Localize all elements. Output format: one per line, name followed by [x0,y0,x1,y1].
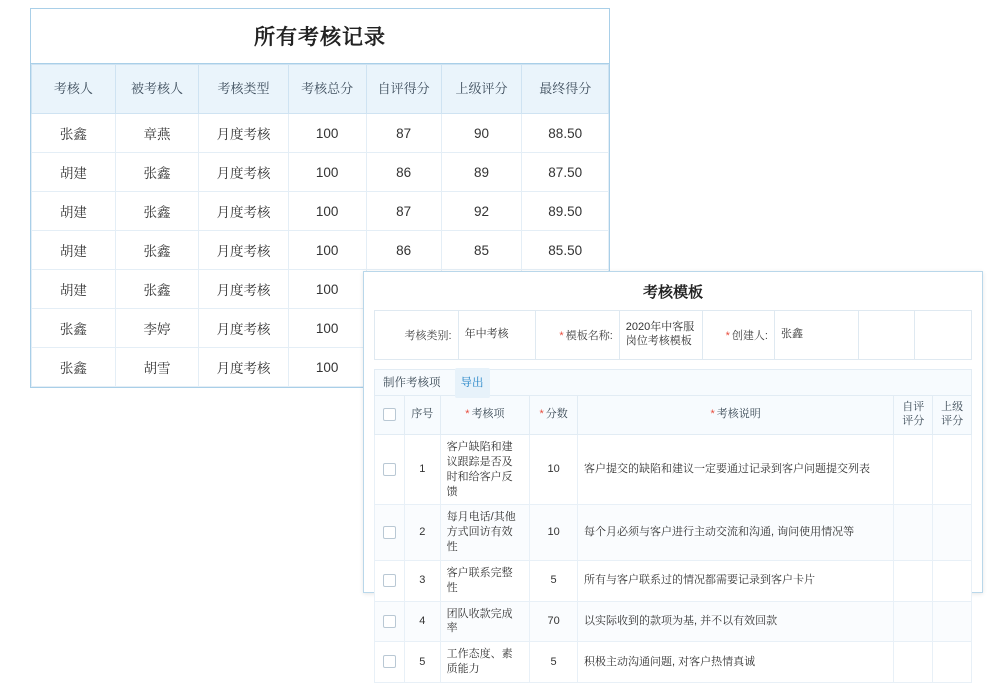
records-col-self: 自评得分 [366,65,441,114]
records-col-final: 最终得分 [522,65,609,114]
cell-appraiser: 张鑫 [32,309,116,348]
creator-label: * 创建人: [703,311,775,360]
records-col-leader: 上级评分 [441,65,522,114]
cell-total: 100 [288,114,366,153]
required-mark: * [710,408,715,421]
items-col-self-score: 自评评分 [894,396,933,435]
cell-self-score[interactable] [894,642,933,683]
template-name-value[interactable]: 2020年中客服岗位考核模板 [619,311,703,360]
template-meta-table [374,310,972,360]
cell-leader-score[interactable] [933,642,972,683]
items-col-item: * 考核项 [440,396,530,435]
required-mark: * [559,330,564,342]
cell-score: 70 [530,601,578,642]
cell-item-name: 客户缺陷和建议跟踪是否及时和给客户反馈 [440,435,530,505]
cell-no: 5 [404,642,440,683]
cell-type: 月度考核 [199,192,288,231]
items-header-row [375,396,972,435]
cell-no: 4 [404,601,440,642]
cell-final: 88.50 [522,114,609,153]
cell-appraisee: 张鑫 [115,192,199,231]
cell-total: 100 [288,348,366,387]
table-row[interactable] [375,435,972,505]
template-panel-title: 考核模板 [642,284,703,301]
cell-self-score[interactable] [894,505,933,561]
cell-leader-score[interactable] [933,505,972,561]
cell-type: 月度考核 [199,348,288,387]
cell-appraiser: 张鑫 [32,114,116,153]
cell-desc: 客户提交的缺陷和建议一定要通过记录到客户问题提交列表 [577,435,893,505]
table-row[interactable] [375,601,972,642]
cell-type: 月度考核 [199,231,288,270]
cell-leader: 89 [441,153,522,192]
cell-final: 89.50 [522,192,609,231]
cell-self-score[interactable] [894,435,933,505]
cell-self-score[interactable] [894,601,933,642]
cell-desc: 以实际收到的款项为基, 并不以有效回款 [577,601,893,642]
table-row[interactable] [32,153,609,192]
row-checkbox[interactable] [383,655,396,668]
cell-score: 5 [530,642,578,683]
table-row[interactable] [32,231,609,270]
cell-total: 100 [288,309,366,348]
meta-empty-cell-2 [915,311,972,360]
row-checkbox-cell [375,601,405,642]
template-items [374,395,972,683]
cell-appraisee: 章燕 [115,114,199,153]
cell-type: 月度考核 [199,114,288,153]
make-item-button[interactable]: 制作考核项 [383,376,441,389]
records-col-appraiser: 考核人 [32,65,116,114]
cell-no: 1 [404,435,440,505]
table-row[interactable] [375,560,972,601]
cell-type: 月度考核 [199,270,288,309]
required-mark: * [465,408,470,421]
row-checkbox[interactable] [383,526,396,539]
items-table [374,395,972,683]
cell-appraisee: 李婷 [115,309,199,348]
cell-desc: 积极主动沟通问题, 对客户热情真诚 [577,642,893,683]
select-all-checkbox[interactable] [383,408,396,421]
table-row[interactable] [375,642,972,683]
cell-leader: 85 [441,231,522,270]
cell-score: 5 [530,560,578,601]
cell-leader-score[interactable] [933,560,972,601]
row-checkbox-cell [375,435,405,505]
cell-type: 月度考核 [199,153,288,192]
row-checkbox-cell [375,642,405,683]
row-checkbox[interactable] [383,615,396,628]
cell-desc: 每个月必须与客户进行主动交流和沟通, 询问使用情况等 [577,505,893,561]
cell-appraisee: 张鑫 [115,270,199,309]
row-checkbox-cell [375,560,405,601]
items-col-score: * 分数 [530,396,578,435]
cell-leader-score[interactable] [933,435,972,505]
items-col-leader-score: 上级评分 [933,396,972,435]
cell-total: 100 [288,231,366,270]
row-checkbox[interactable] [383,463,396,476]
cell-no: 2 [404,505,440,561]
cell-final: 87.50 [522,153,609,192]
cell-self: 87 [366,192,441,231]
cell-total: 100 [288,153,366,192]
cell-item-name: 团队收款完成率 [440,601,530,642]
template-panel [363,271,983,676]
table-row[interactable] [32,192,609,231]
cell-desc: 所有与客户联系过的情况都需要记录到客户卡片 [577,560,893,601]
required-mark: * [539,408,544,421]
export-button[interactable]: 导出 [455,368,490,398]
category-value[interactable]: 年中考核 [458,311,536,360]
meta-empty-cell-1 [858,311,915,360]
items-col-select [375,396,405,435]
cell-appraiser: 胡建 [32,153,116,192]
cell-item-name: 工作态度、素质能力 [440,642,530,683]
cell-item-name: 每月电话/其他方式回访有效性 [440,505,530,561]
category-label: 考核类别: [375,311,459,360]
row-checkbox-cell [375,505,405,561]
cell-appraiser: 张鑫 [32,348,116,387]
cell-appraisee: 张鑫 [115,231,199,270]
cell-appraisee: 张鑫 [115,153,199,192]
required-mark: * [725,330,730,342]
template-toolbar [374,369,972,395]
items-col-desc: * 考核说明 [577,396,893,435]
cell-leader: 92 [441,192,522,231]
cell-score: 10 [530,435,578,505]
cell-total: 100 [288,192,366,231]
cell-item-name: 客户联系完整性 [440,560,530,601]
cell-self-score[interactable] [894,560,933,601]
records-col-appraisee: 被考核人 [115,65,199,114]
items-col-no: 序号 [404,396,440,435]
cell-leader-score[interactable] [933,601,972,642]
cell-appraisee: 胡雪 [115,348,199,387]
template-meta [374,310,972,360]
records-col-type: 考核类型 [199,65,288,114]
template-name-label: * 模板名称: [536,311,620,360]
records-header-row [32,65,609,114]
row-checkbox[interactable] [383,574,396,587]
cell-self: 86 [366,231,441,270]
cell-type: 月度考核 [199,309,288,348]
records-panel-title: 所有考核记录 [31,9,609,64]
cell-appraiser: 胡建 [32,192,116,231]
records-col-total: 考核总分 [288,65,366,114]
cell-self: 86 [366,153,441,192]
cell-self: 87 [366,114,441,153]
cell-final: 85.50 [522,231,609,270]
cell-appraiser: 胡建 [32,231,116,270]
table-row[interactable] [375,505,972,561]
cell-appraiser: 胡建 [32,270,116,309]
cell-no: 3 [404,560,440,601]
cell-total: 100 [288,270,366,309]
cell-score: 10 [530,505,578,561]
table-row[interactable] [32,114,609,153]
creator-value[interactable]: 张鑫 [774,311,858,360]
cell-leader: 90 [441,114,522,153]
